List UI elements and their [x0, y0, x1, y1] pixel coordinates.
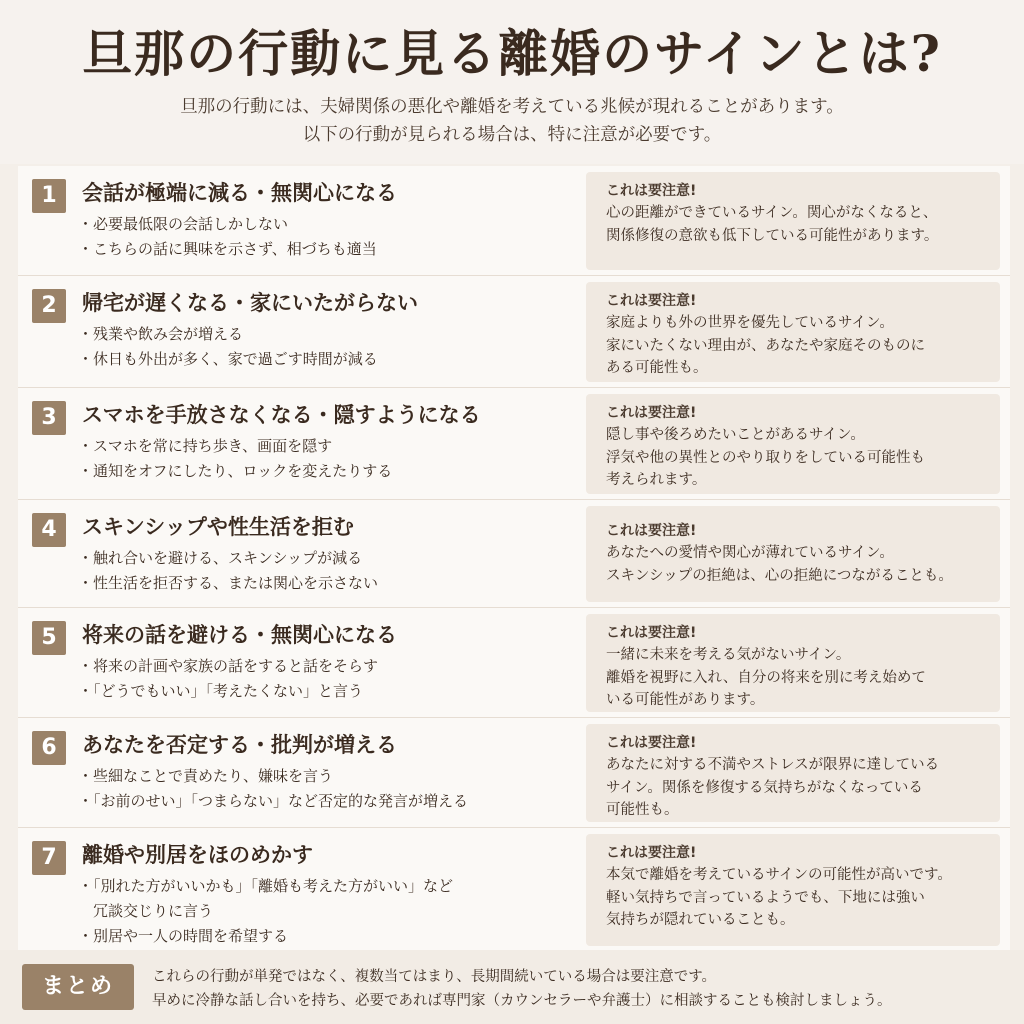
summary-text [152, 965, 892, 1013]
note-title: これは要注意! [606, 293, 697, 309]
bullet: ・些細なことで責めたり、嫌味を言う [78, 767, 334, 785]
item-bullets [78, 212, 377, 262]
warning-note [586, 394, 1000, 494]
list-item [18, 718, 1010, 828]
warning-note [586, 834, 1000, 946]
bullet: ・「どうでもいい」「考えたくない」と言う [78, 682, 364, 700]
item-bullets [78, 322, 378, 372]
item-heading: あなたを否定する・批判が増える [82, 733, 397, 757]
warning-note [586, 724, 1000, 822]
note-text: 隠し事や後ろめたいことがあるサイン。 浮気や他の異性とのやり取りをしている可能性も 考えられます。 [606, 427, 925, 488]
bullet: ・性生活を拒否する、または関心を示さない [78, 574, 379, 592]
page-title: 旦那の行動に見る離婚のサインとは? [82, 24, 942, 83]
item-heading: 離婚や別居をほのめかす [82, 843, 313, 867]
list-item [18, 608, 1010, 718]
warning-note [586, 282, 1000, 382]
list-item [18, 500, 1010, 608]
item-heading: 帰宅が遅くなる・家にいたがらない [82, 291, 418, 315]
bullet: ・こちらの話に興味を示さず、相づちも適当 [78, 240, 377, 258]
bullet: ・「別れた方がいいかも」「離婚も考えた方がいい」など [78, 877, 454, 895]
item-heading: スマホを手放さなくなる・隠すようになる [82, 403, 481, 427]
bullet: ・「お前のせい」「つまらない」など否定的な発言が増える [78, 792, 469, 810]
warning-note [586, 614, 1000, 712]
item-bullets [78, 434, 392, 484]
subtitle-line-1: 旦那の行動には、夫婦関係の悪化や離婚を考えている兆候が現れることがあります。 [180, 97, 844, 117]
note-text: 心の距離ができているサイン。関心がなくなると、 関係修復の意欲も低下している可能性があります。 [606, 205, 939, 244]
item-number-badge: 4 [32, 513, 66, 547]
item-number-badge: 7 [32, 841, 66, 875]
bullet: ・触れ合いを避ける、スキンシップが減る [78, 549, 363, 567]
item-number-badge: 1 [32, 179, 66, 213]
bullet: ・通知をオフにしたり、ロックを変えたりする [78, 462, 393, 480]
note-title: これは要注意! [606, 405, 697, 421]
item-number-badge: 6 [32, 731, 66, 765]
note-title: これは要注意! [606, 523, 697, 539]
note-title: これは要注意! [606, 845, 697, 861]
item-number-badge: 2 [32, 289, 66, 323]
subtitle-line-2: 以下の行動が見られる場合は、特に注意が必要です。 [302, 125, 722, 145]
item-heading: 会話が極端に減る・無関心になる [82, 181, 397, 205]
bullet: ・残業や飲み会が増える [78, 325, 244, 343]
note-text: 一緒に未来を考える気がないサイン。 離婚を視野に入れ、自分の将来を別に考え始めて いる可能性があります。 [606, 647, 926, 708]
item-heading: スキンシップや性生活を拒む [82, 515, 354, 539]
note-title: これは要注意! [606, 625, 697, 641]
item-bullets [78, 874, 453, 949]
list-item [18, 828, 1010, 950]
note-text: あなたへの愛情や関心が薄れているサイン。 スキンシップの拒絶は、心の拒絶につながることも。 [606, 545, 953, 584]
summary-line-1: これらの行動が単発ではなく、複数当てはまり、長期間続いている場合は要注意です。 [152, 969, 717, 985]
bullet: ・スマホを常に持ち歩き、画面を隠す [78, 437, 333, 455]
warning-note [586, 172, 1000, 270]
warning-note [586, 506, 1000, 602]
note-text: 家庭よりも外の世界を優先しているサイン。 家にいたくない理由が、あなたや家庭そのものに ある可能性も。 [606, 315, 925, 376]
note-title: これは要注意! [606, 183, 697, 199]
bullet: ・別居や一人の時間を希望する [78, 927, 289, 945]
summary-line-2: 早めに冷静な話し合いを持ち、必要であれば専門家（カウンセラーや弁護士）に相談することも検討しましょう。 [152, 993, 892, 1009]
bullet: 冗談交じりに言う [78, 902, 214, 920]
list-item [18, 166, 1010, 276]
bullet: ・休日も外出が多く、家で過ごす時間が減る [78, 350, 378, 368]
item-number-badge: 3 [32, 401, 66, 435]
item-bullets [78, 654, 378, 704]
item-number-badge: 5 [32, 621, 66, 655]
list-item [18, 276, 1010, 388]
sign-list [18, 166, 1010, 950]
note-text: あなたに対する不満やストレスが限界に達している サイン。関係を修復する気持ちがなくなっている 可能性も。 [606, 757, 940, 818]
item-heading: 将来の話を避ける・無関心になる [82, 623, 397, 647]
bullet: ・必要最低限の会話しかしない [78, 215, 289, 233]
note-title: これは要注意! [606, 735, 697, 751]
note-text: 本気で離婚を考えているサインの可能性が高いです。 軽い気持ちで言っているようでも、下地には強い 気持ちが隠れていることも。 [606, 867, 952, 928]
list-item [18, 388, 1010, 500]
header [0, 0, 1024, 164]
item-bullets [78, 546, 378, 596]
summary-label: まとめ [22, 964, 134, 1010]
item-bullets [78, 764, 468, 814]
summary-section [0, 950, 1024, 1024]
bullet: ・将来の計画や家族の話をすると話をそらす [78, 657, 379, 675]
